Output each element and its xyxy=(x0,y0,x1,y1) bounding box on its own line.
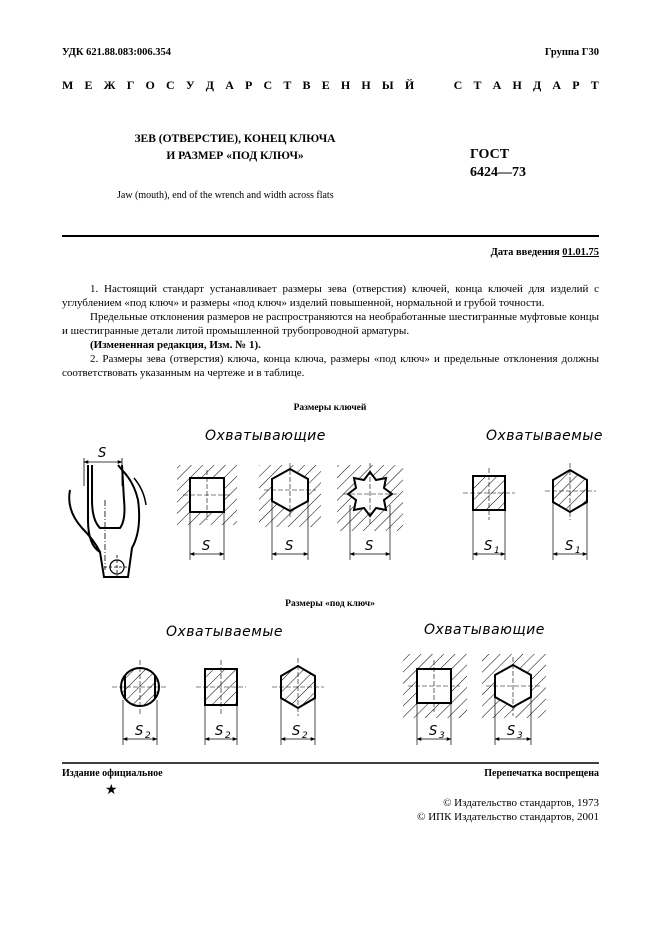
gost-number: 6424—73 xyxy=(470,165,526,180)
dim-round-s2: S xyxy=(135,724,144,739)
banner-letter: Г xyxy=(126,78,135,92)
dim-star-hole-s: S xyxy=(365,539,374,554)
dim-round-sub: 2 xyxy=(145,731,151,741)
banner-letter: Ж xyxy=(103,78,116,92)
dim-square-socket-sub: 3 xyxy=(439,731,445,741)
label-enclosing-2: Охватывающие xyxy=(424,622,545,638)
date-value: 01.01.75 xyxy=(562,247,599,258)
title-line-2: И РАЗМЕР «ПОД КЛЮЧ» xyxy=(166,150,304,162)
label-enclosing-1: Охватывающие xyxy=(205,428,326,444)
paragraph-3: 2. Размеры зева (отверстия) ключа, конца ключа, размеры «под ключ» и предельные отклонения должны соответствовать указанным на чертеже и в таблице. xyxy=(62,353,599,379)
banner-letter: Н xyxy=(340,78,351,92)
dim-square-s2: S xyxy=(215,724,224,739)
banner-letter: У xyxy=(185,78,195,92)
star-mark: ★ xyxy=(105,783,118,798)
udk-code: УДК 621.88.083:006.354 xyxy=(62,47,171,58)
banner-letter: Р xyxy=(245,78,253,92)
amendment-note: (Измененная редакция, Изм. № 1). xyxy=(90,339,261,351)
dim-square-head-s1: S xyxy=(484,539,493,554)
title-line-1: ЗЕВ (ОТВЕРСТИЕ), КОНЕЦ КЛЮЧА xyxy=(134,133,336,145)
dim-hex-s2: S xyxy=(292,724,301,739)
dim-square-hole-s: S xyxy=(202,539,211,554)
banner-letter: Н xyxy=(361,78,371,92)
english-title: Jaw (mouth), end of the wrench and width across flats xyxy=(117,190,334,201)
label-enclosed-2: Охватываемые xyxy=(166,624,284,640)
dim-hex-socket-sub: 3 xyxy=(517,731,523,741)
banner-letter: Е xyxy=(321,78,330,92)
paragraph-2: Предельные отклонения размеров не распространяются на необработанные шестигранные муфтовые концы и шестигранные детали литой промышленной трубопроводной арматуры. xyxy=(62,311,599,337)
banner-letter: Д xyxy=(532,78,542,92)
banner-letter: Н xyxy=(512,78,522,92)
banner-letter: В xyxy=(302,78,311,92)
banner-letter: С xyxy=(263,78,273,92)
banner-letter: М xyxy=(62,78,74,92)
banner-letter: Е xyxy=(84,78,93,92)
banner-letter: О xyxy=(145,78,155,92)
banner-letter: Д xyxy=(205,78,215,92)
copyright-2001: © ИПК Издательство стандартов, 2001 xyxy=(417,811,599,823)
dim-wrench-s: S xyxy=(98,446,107,461)
dim-hex-socket-s3: S xyxy=(507,724,516,739)
reprint-prohibited: Перепечатка воспрещена xyxy=(484,768,599,779)
banner-letter: Й xyxy=(404,78,415,92)
dim-hex-sub: 2 xyxy=(302,731,308,741)
dim-hex-hole-s: S xyxy=(285,539,294,554)
banner-letter: А xyxy=(225,78,234,92)
banner-letter: Т xyxy=(590,78,599,92)
date-label: Дата введения xyxy=(490,247,560,258)
caption-key-sizes: Размеры ключей xyxy=(293,403,367,413)
banner-letter: А xyxy=(552,78,562,92)
caption-flat-sizes: Размеры «под ключ» xyxy=(285,599,375,609)
wrench-drawing xyxy=(69,458,146,580)
official-edition: Издание официальное xyxy=(62,768,163,779)
banner-letter: А xyxy=(492,78,502,92)
banner-letter: Т xyxy=(283,78,292,92)
copyright-block xyxy=(417,796,599,824)
group-code: Группа Г30 xyxy=(544,47,599,58)
gost-label: ГОСТ xyxy=(470,147,510,162)
dim-square-head-sub: 1 xyxy=(494,546,500,556)
dim-hex-head-sub: 1 xyxy=(575,546,581,556)
label-enclosed-1: Охватываемые xyxy=(486,428,604,444)
banner-letter: С xyxy=(453,78,463,92)
banner-letter: Т xyxy=(473,78,482,92)
paragraph-1: 1. Настоящий стандарт устанавливает размеры зева (отверстия) ключей, конца ключей для изделий с углублением «под ключ» и размеры «под ключ» изделий повышенной, нормальной и грубой точности. xyxy=(62,283,599,309)
banner-letter: Р xyxy=(572,78,580,92)
banner-letter: С xyxy=(165,78,175,92)
banner-letter: Ы xyxy=(381,78,394,92)
dim-hex-head-s1: S xyxy=(565,539,574,554)
dim-square-socket-s3: S xyxy=(429,724,438,739)
dim-square-sub: 2 xyxy=(225,731,231,741)
copyright-1973: © Издательство стандартов, 1973 xyxy=(443,797,599,809)
